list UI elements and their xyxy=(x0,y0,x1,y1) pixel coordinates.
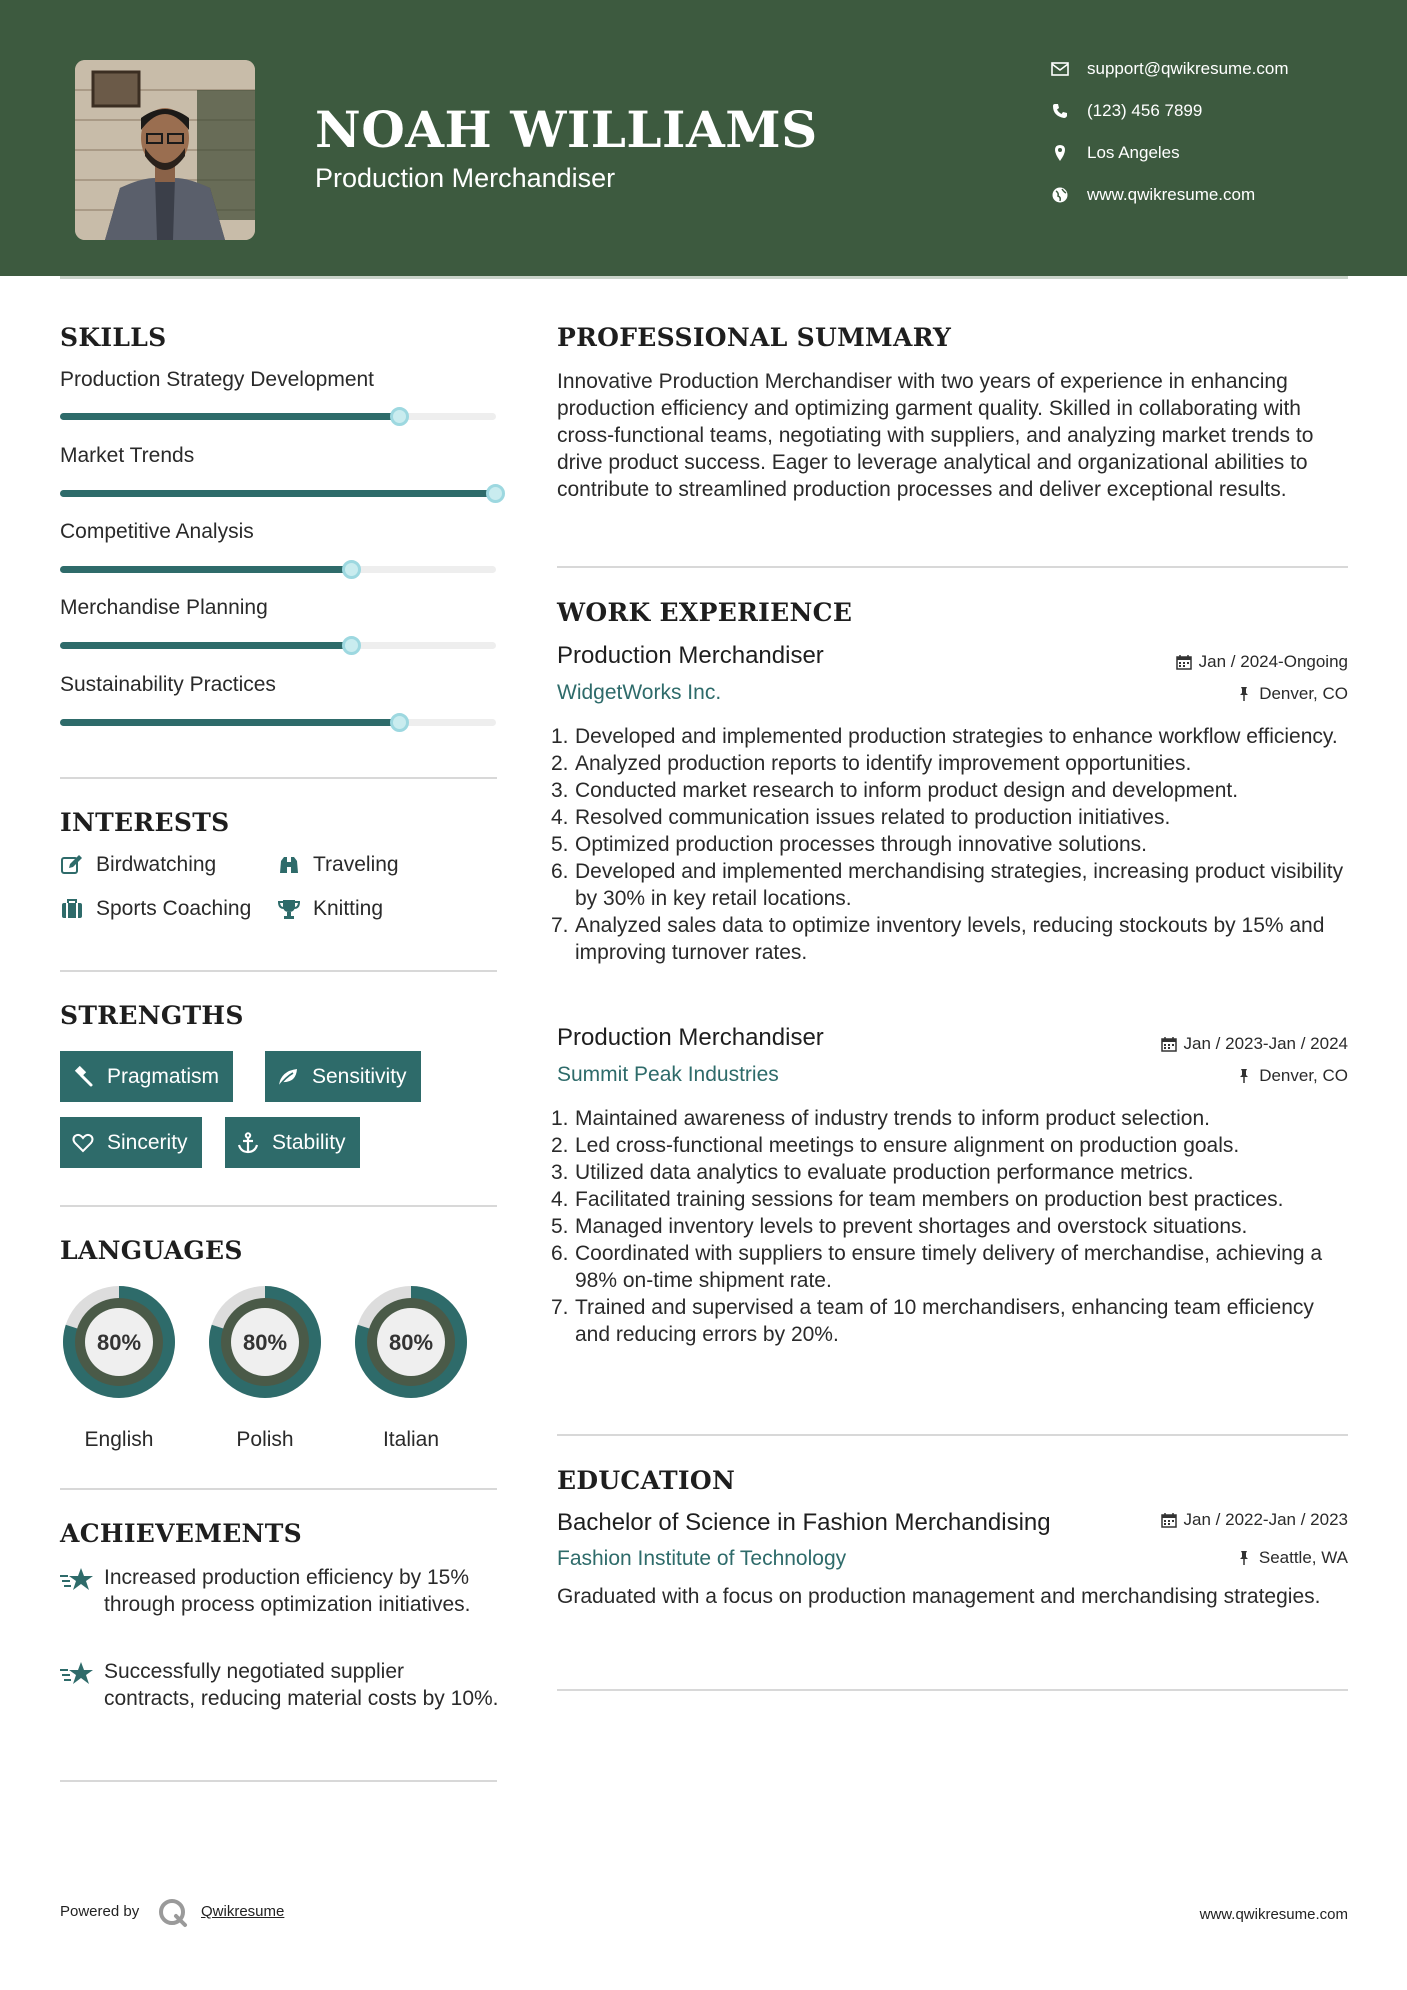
skill-bar xyxy=(60,413,496,420)
job-dates-text: Jan / 2023-Jan / 2024 xyxy=(1183,1034,1348,1053)
leaf-icon xyxy=(276,1065,300,1089)
job-bullet-text: Developed and implemented merchandising strategies, increasing product visibility by 30% in key retail locations. xyxy=(575,860,1344,910)
achievement-text: Increased production efficiency by 15% through process optimization initiatives. xyxy=(104,1566,471,1616)
header-divider xyxy=(60,276,1348,279)
achievement-text: Successfully negotiated supplier contracts, reducing material costs by 10%. xyxy=(104,1660,499,1710)
job-location xyxy=(1236,1066,1348,1086)
skill-bar-fill xyxy=(60,642,352,649)
briefcase-icon xyxy=(60,897,84,921)
contact-website-text: www.qwikresume.com xyxy=(1087,185,1256,204)
job-bullet-text: Led cross-functional meetings to ensure alignment on production goals. xyxy=(575,1134,1240,1157)
candidate-name: NOAH WILLIAMS xyxy=(315,100,818,159)
job-bullets xyxy=(551,1105,1351,1348)
skill-name: Production Strategy Development xyxy=(60,368,375,391)
language-item xyxy=(57,1280,181,1452)
language-percent: 80% xyxy=(96,1330,142,1355)
company-name: Summit Peak Industries xyxy=(557,1063,779,1086)
skill-name: Market Trends xyxy=(60,444,195,467)
skill-name: Merchandise Planning xyxy=(60,596,268,619)
strength-badge xyxy=(60,1051,233,1102)
summary-title: PROFESSIONAL SUMMARY xyxy=(557,323,952,352)
interests-title: INTERESTS xyxy=(60,808,230,837)
job-bullet-text: Resolved communication issues related to production initiatives. xyxy=(575,806,1171,829)
section-divider xyxy=(60,970,497,972)
job-bullet-text: Coordinated with suppliers to ensure timely delivery of merchandise, achieving a 98% on-time shipment rate. xyxy=(575,1242,1323,1292)
skill-name: Sustainability Practices xyxy=(60,673,276,696)
heart-icon xyxy=(71,1131,95,1155)
job-bullet: 4. Resolved communication issues related to production initiatives. xyxy=(551,806,1171,829)
education-location-text: Seattle, WA xyxy=(1258,1548,1348,1567)
job-bullet-text: Trained and supervised a team of 10 merchandisers, enhancing team efficiency and reducing errors by 20%. xyxy=(575,1296,1314,1346)
education-location xyxy=(1236,1548,1348,1568)
job-bullet: 2. Led cross-functional meetings to ensure alignment on production goals. xyxy=(551,1134,1240,1157)
job-bullet-text: Facilitated training sessions for team members on production best practices. xyxy=(575,1188,1284,1211)
education-dates xyxy=(1161,1510,1348,1530)
section-divider xyxy=(60,777,497,779)
strength-badge xyxy=(265,1051,421,1102)
profile-photo xyxy=(75,60,255,240)
skill-bar xyxy=(60,642,496,649)
job-bullet: 7. Analyzed sales data to optimize inventory levels, reducing stockouts by 15% and improving turnover rates. xyxy=(551,912,1351,966)
language-gauge xyxy=(57,1280,181,1404)
job-dates xyxy=(1176,652,1348,672)
job-bullet: 6. Coordinated with suppliers to ensure timely delivery of merchandise, achieving a 98% on-time shipment rate. xyxy=(551,1240,1351,1294)
envelope-icon xyxy=(1050,59,1070,79)
degree-title: Bachelor of Science in Fashion Merchandising xyxy=(557,1509,1051,1536)
job-bullet: 7. Trained and supervised a team of 10 merchandisers, enhancing team efficiency and reducing errors by 20%. xyxy=(551,1294,1351,1348)
calendar-icon xyxy=(1161,1036,1177,1052)
contact-website[interactable] xyxy=(1050,183,1370,207)
school-name: Fashion Institute of Technology xyxy=(557,1547,847,1570)
job-bullet-text: Optimized production processes through innovative solutions. xyxy=(575,833,1147,856)
job-bullet-text: Maintained awareness of industry trends to inform product selection. xyxy=(575,1107,1210,1130)
language-name: Polish xyxy=(236,1428,294,1451)
job-bullet: 2. Analyzed production reports to identify improvement opportunities. xyxy=(551,752,1192,775)
job-dates-text: Jan / 2024-Ongoing xyxy=(1198,652,1348,671)
interest-item xyxy=(60,897,251,921)
education-text: Graduated with a focus on production management and merchandising strategies. xyxy=(557,1585,1321,1608)
strength-badge xyxy=(60,1117,202,1168)
language-name: English xyxy=(84,1428,154,1451)
interest-label: Traveling xyxy=(313,853,399,876)
job-bullet: 3. Conducted market research to inform product design and development. xyxy=(551,779,1239,802)
trophy-icon xyxy=(277,897,301,921)
interest-item xyxy=(60,853,216,877)
contact-location xyxy=(1050,141,1370,165)
edit-icon xyxy=(60,853,84,877)
skill-bar xyxy=(60,719,496,726)
skill-bar-knob xyxy=(342,636,361,655)
language-item xyxy=(203,1280,327,1452)
candidate-role: Production Merchandiser xyxy=(315,163,616,193)
calendar-icon xyxy=(1161,1512,1177,1528)
pushpin-icon xyxy=(1236,1550,1252,1566)
job-bullet: 3. Utilized data analytics to evaluate production performance metrics. xyxy=(551,1161,1194,1184)
footer-brand-link[interactable]: Qwikresume xyxy=(201,1903,285,1920)
job-bullet-text: Analyzed production reports to identify improvement opportunities. xyxy=(575,752,1192,775)
section-divider xyxy=(557,566,1348,568)
skill-bar-knob xyxy=(342,560,361,579)
strength-label: Stability xyxy=(272,1130,346,1154)
star-icon xyxy=(60,1566,94,1594)
job-bullet: 4. Facilitated training sessions for team members on production best practices. xyxy=(551,1188,1284,1211)
skill-bar-fill xyxy=(60,719,400,726)
work-title: WORK EXPERIENCE xyxy=(557,598,853,627)
strengths-title: STRENGTHS xyxy=(60,1001,244,1030)
job-title: Production Merchandiser xyxy=(557,642,824,669)
languages-title: LANGUAGES xyxy=(60,1236,243,1265)
language-gauge xyxy=(349,1280,473,1404)
job-bullet-text: Developed and implemented production strategies to enhance workflow efficiency. xyxy=(575,725,1338,748)
interest-label: Knitting xyxy=(313,897,384,920)
job-bullet-text: Conducted market research to inform product design and development. xyxy=(575,779,1239,802)
star-icon xyxy=(60,1660,94,1688)
globe-icon xyxy=(1050,185,1070,205)
job-bullet-text: Analyzed sales data to optimize inventory levels, reducing stockouts by 15% and improving turnover rates. xyxy=(575,914,1325,964)
footer-url-link[interactable]: www.qwikresume.com xyxy=(1199,1906,1348,1923)
skill-bar-knob xyxy=(486,484,505,503)
skills-title: SKILLS xyxy=(60,323,167,352)
interest-label: Birdwatching xyxy=(96,853,217,876)
skill-bar-knob xyxy=(390,713,409,732)
contact-email-text: support@qwikresume.com xyxy=(1087,59,1289,78)
gavel-icon xyxy=(71,1065,95,1089)
language-gauge xyxy=(203,1280,327,1404)
achievement-item xyxy=(60,1564,500,1618)
job-dates xyxy=(1161,1034,1348,1054)
skill-bar-fill xyxy=(60,413,400,420)
section-divider xyxy=(60,1488,497,1490)
pushpin-icon xyxy=(1236,686,1252,702)
job-location-text: Denver, CO xyxy=(1259,684,1348,703)
job-bullet: 5. Optimized production processes through innovative solutions. xyxy=(551,833,1147,856)
section-divider xyxy=(60,1780,497,1782)
skill-bar xyxy=(60,566,496,573)
phone-icon xyxy=(1050,101,1070,121)
anchor-icon xyxy=(236,1131,260,1155)
job-bullets xyxy=(551,723,1351,966)
job-title: Production Merchandiser xyxy=(557,1024,824,1051)
section-divider xyxy=(557,1434,1348,1436)
achievement-item xyxy=(60,1658,500,1712)
language-percent: 80% xyxy=(388,1330,434,1355)
contact-email[interactable] xyxy=(1050,57,1370,81)
skill-bar-knob xyxy=(390,407,409,426)
strength-badge xyxy=(225,1117,360,1168)
education-title: EDUCATION xyxy=(557,1466,736,1495)
achievements-title: ACHIEVEMENTS xyxy=(60,1519,302,1548)
section-divider xyxy=(557,1689,1348,1691)
strength-label: Sensitivity xyxy=(312,1064,407,1088)
job-location xyxy=(1236,684,1348,704)
job-bullet-text: Utilized data analytics to evaluate production performance metrics. xyxy=(575,1161,1194,1184)
language-name: Italian xyxy=(382,1428,440,1451)
language-percent: 80% xyxy=(242,1330,288,1355)
summary-text: Innovative Production Merchandiser with two years of experience in enhancing production efficiency and optimizing garment quality. Skilled in collaborating with cross-functional teams, negotiating with suppliers, and analyzing market trends to drive product success. Eager to leverage analytical and organizational abilities to contribute to streamlined production processes and deliver exceptional results. xyxy=(557,370,1314,501)
map-pin-icon xyxy=(1050,143,1070,163)
binoculars-icon xyxy=(277,853,301,877)
language-item xyxy=(349,1280,473,1452)
job-bullet: 1. Maintained awareness of industry trends to inform product selection. xyxy=(551,1107,1210,1130)
calendar-icon xyxy=(1176,654,1192,670)
interest-item xyxy=(277,897,383,921)
job-bullet: 5. Managed inventory levels to prevent shortages and overstock situations. xyxy=(551,1215,1248,1238)
interest-item xyxy=(277,853,399,877)
contact-phone[interactable] xyxy=(1050,99,1370,123)
contact-location-text: Los Angeles xyxy=(1087,143,1180,162)
skill-name: Competitive Analysis xyxy=(60,520,254,543)
qwikresume-logo-icon xyxy=(158,1898,188,1928)
education-dates-text: Jan / 2022-Jan / 2023 xyxy=(1183,1510,1348,1529)
section-divider xyxy=(60,1205,497,1207)
footer-powered-by: Powered by xyxy=(60,1903,140,1920)
skill-bar-fill xyxy=(60,566,352,573)
strength-label: Pragmatism xyxy=(107,1064,220,1088)
job-location-text: Denver, CO xyxy=(1259,1066,1348,1085)
pushpin-icon xyxy=(1236,1068,1252,1084)
strength-label: Sincerity xyxy=(107,1130,188,1154)
job-bullet: 1. Developed and implemented production strategies to enhance workflow efficiency. xyxy=(551,725,1338,748)
skill-bar xyxy=(60,490,496,497)
skill-bar-fill xyxy=(60,490,496,497)
contact-phone-text: (123) 456 7899 xyxy=(1087,101,1203,120)
job-bullet-text: Managed inventory levels to prevent shortages and overstock situations. xyxy=(575,1215,1248,1238)
company-name: WidgetWorks Inc. xyxy=(557,681,722,704)
interest-label: Sports Coaching xyxy=(96,897,252,920)
job-bullet: 6. Developed and implemented merchandising strategies, increasing product visibility by 30% in key retail locations. xyxy=(551,858,1351,912)
